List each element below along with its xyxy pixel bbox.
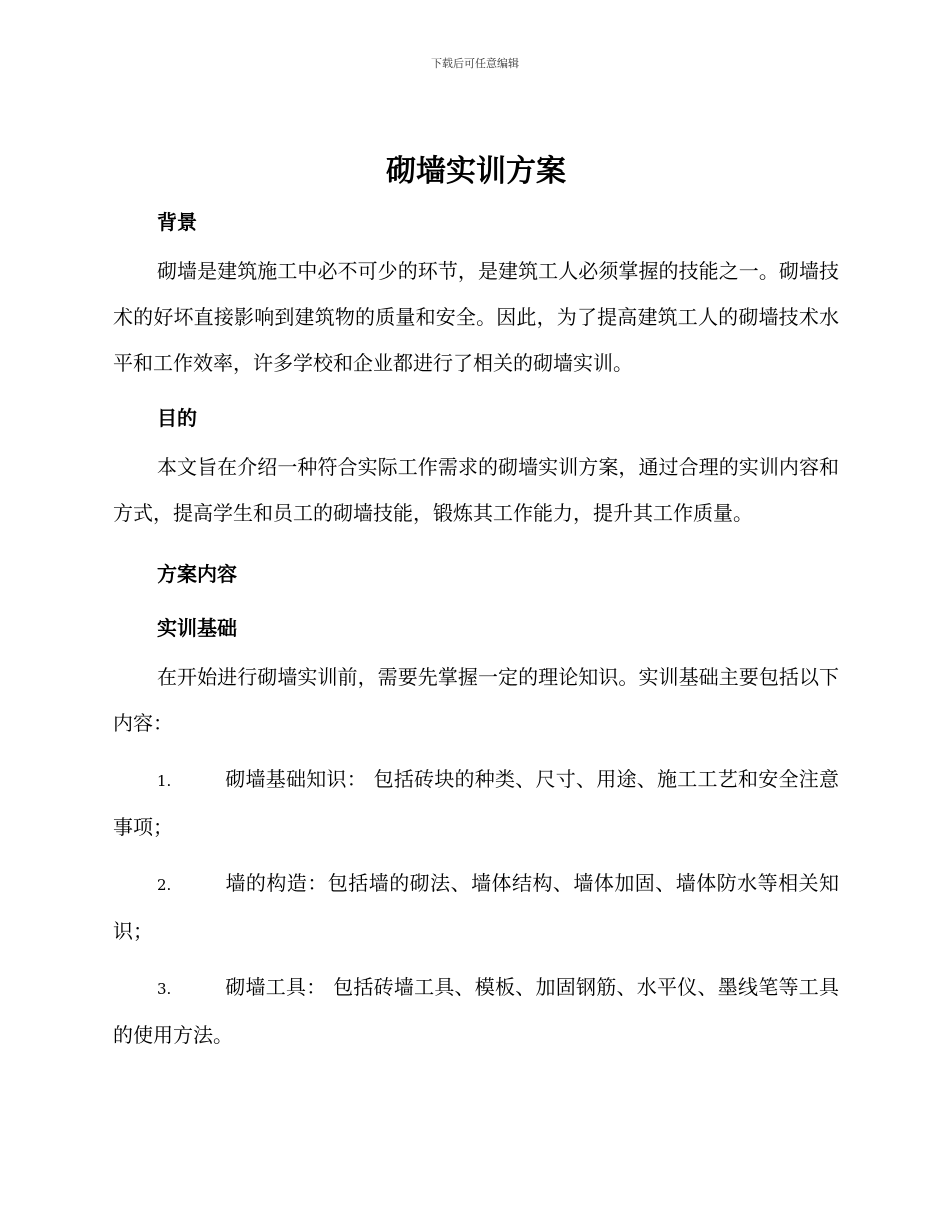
heading-background: 背景 xyxy=(157,210,197,234)
list-item-text: 砌墙工具： 包括砖墙工具、模板、加固钢筋、水平仪、墨线笔等工具的使用方法。 xyxy=(113,975,839,1047)
list-item xyxy=(113,964,839,1058)
header-note: 下载后可任意编辑 xyxy=(431,57,519,70)
document-body xyxy=(113,150,839,1058)
paragraph-background: 砌墙是建筑施工中必不可少的环节，是建筑工人必须掌握的技能之一。砌墙技术的好坏直接影响到建筑物的质量和安全。因此，为了提高建筑工人的砌墙技术水平和工作效率，许多学校和企业都进行了相关的砌墙实训。 xyxy=(113,259,839,375)
list-number: 3. xyxy=(157,980,172,998)
document-title: 砌墙实训方案 xyxy=(386,154,566,189)
list-item-text: 墙的构造：包括墙的砌法、墙体结构、墙体加固、墙体防水等相关知识； xyxy=(113,871,839,943)
paragraph-basics: 在开始进行砌墙实训前，需要先掌握一定的理论知识。实训基础主要包括以下内容： xyxy=(113,665,839,735)
list-item xyxy=(113,756,839,850)
list-number: 1. xyxy=(157,772,172,790)
heading-purpose: 目的 xyxy=(157,406,197,430)
heading-basics: 实训基础 xyxy=(157,616,237,640)
paragraph-purpose: 本文旨在介绍一种符合实际工作需求的砌墙实训方案，通过合理的实训内容和方式，提高学生和员工的砌墙技能，锻炼其工作能力，提升其工作质量。 xyxy=(113,455,839,525)
list-item-text: 砌墙基础知识： 包括砖块的种类、尺寸、用途、施工工艺和安全注意事项； xyxy=(113,767,839,839)
heading-plan: 方案内容 xyxy=(157,562,237,586)
list-item xyxy=(113,860,839,954)
list-number: 2. xyxy=(157,876,172,894)
